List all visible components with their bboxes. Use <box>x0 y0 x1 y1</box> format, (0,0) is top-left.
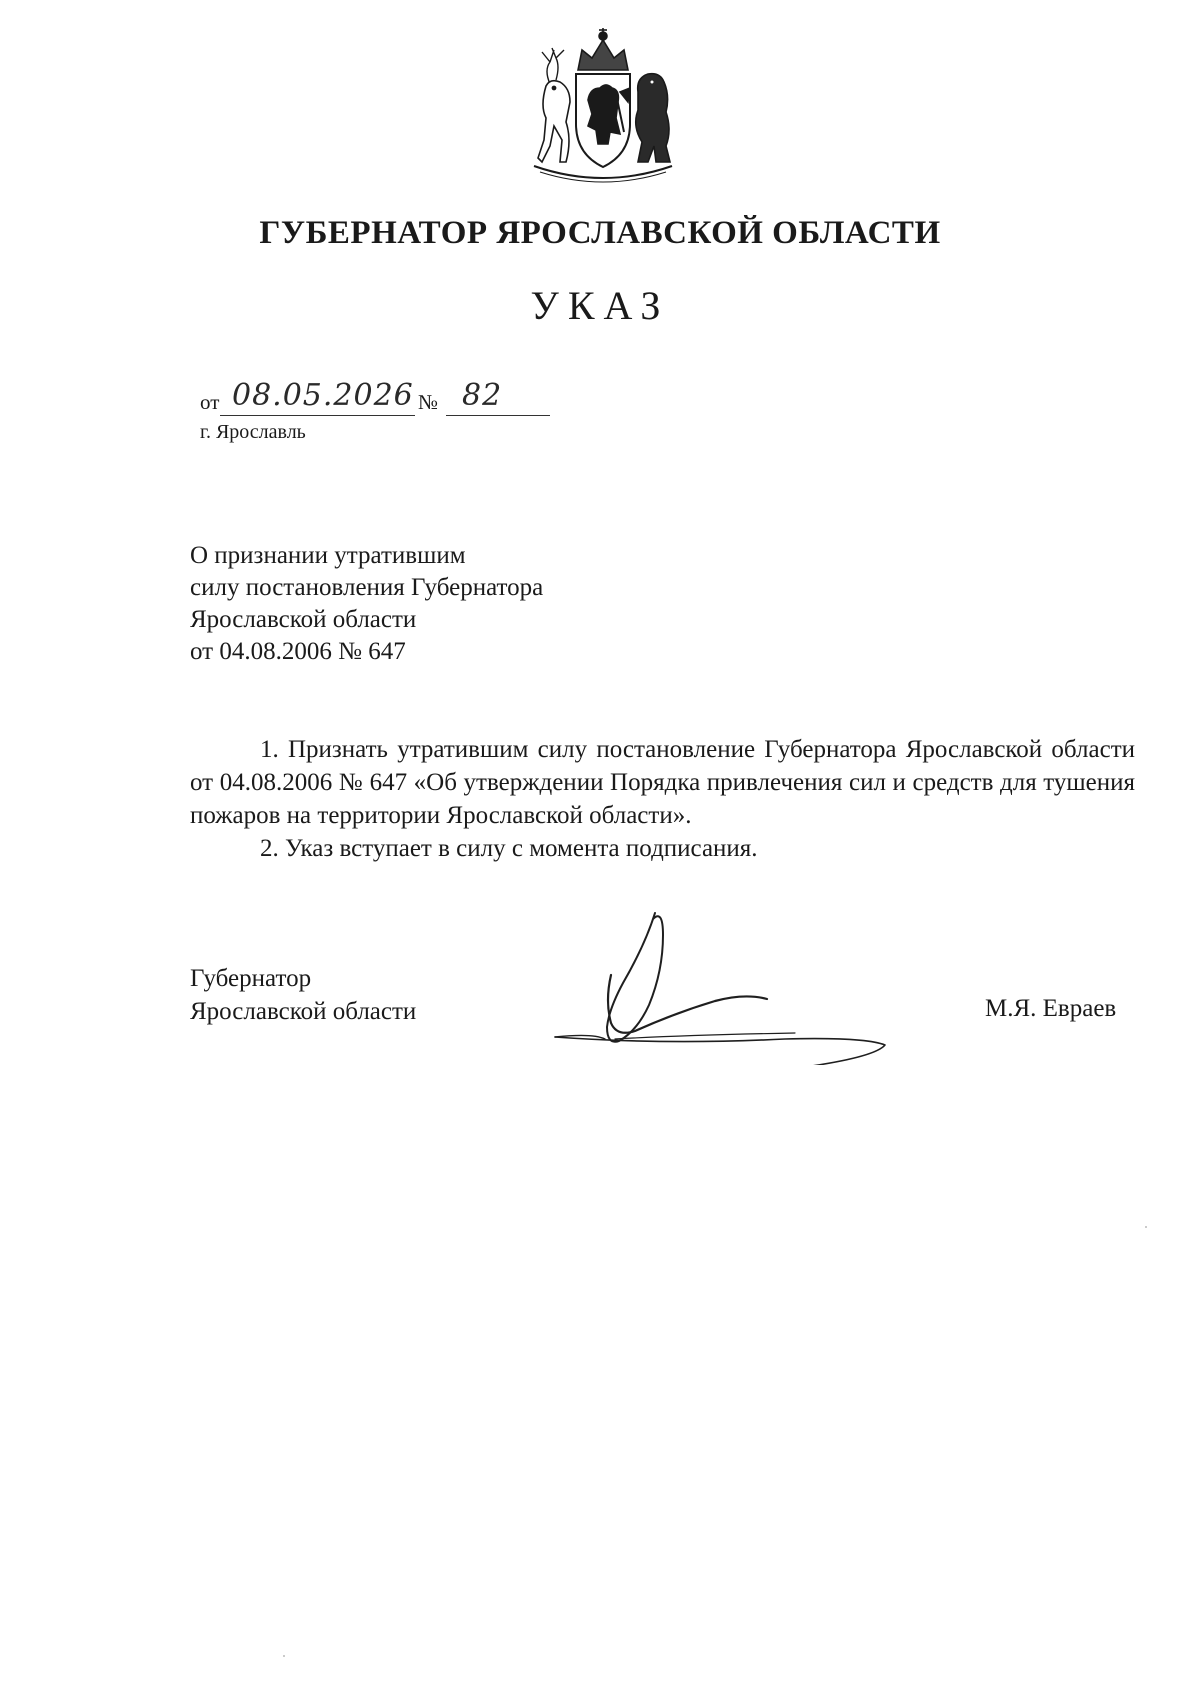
body-paragraph: 1. Признать утратившим силу постановление Губернатора Ярославской области от 04.08.2006 № 647 «Об утверждении Порядка привлечения сил и средств для тушения пожаров на территории Ярославской области». <box>190 736 1135 829</box>
date-underline <box>220 415 415 416</box>
coat-of-arms-icon <box>520 22 686 190</box>
handwritten-date: 08.05.2026 <box>232 378 414 413</box>
handwritten-signature-icon <box>545 905 915 1065</box>
title-line: силу постановления Губернатора <box>190 574 544 601</box>
title-line: от 04.08.2006 № 647 <box>190 638 406 665</box>
handwritten-number: 82 <box>462 378 503 413</box>
document-title <box>190 540 543 668</box>
position-line: Губернатор <box>190 965 312 992</box>
signatory-position <box>190 962 416 1028</box>
body-paragraph: 2. Указ вступает в силу с момента подписания. <box>260 835 758 862</box>
scan-speck <box>283 1655 285 1657</box>
registration-line <box>200 378 560 419</box>
date-prefix: от <box>200 390 220 414</box>
position-line: Ярославской области <box>190 998 417 1025</box>
number-prefix: № <box>418 390 439 414</box>
document-type: УКАЗ <box>530 283 670 328</box>
scan-speck <box>1145 1226 1147 1228</box>
issuing-authority: ГУБЕРНАТОР ЯРОСЛАВСКОЙ ОБЛАСТИ <box>259 215 941 251</box>
document-body <box>190 733 1135 865</box>
place-of-issue: г. Ярославль <box>200 421 306 443</box>
title-line: О признании утратившим <box>190 542 466 569</box>
signatory-name: М.Я. Евраев <box>985 995 1117 1022</box>
title-line: Ярославской области <box>190 606 417 633</box>
number-underline <box>446 415 550 416</box>
